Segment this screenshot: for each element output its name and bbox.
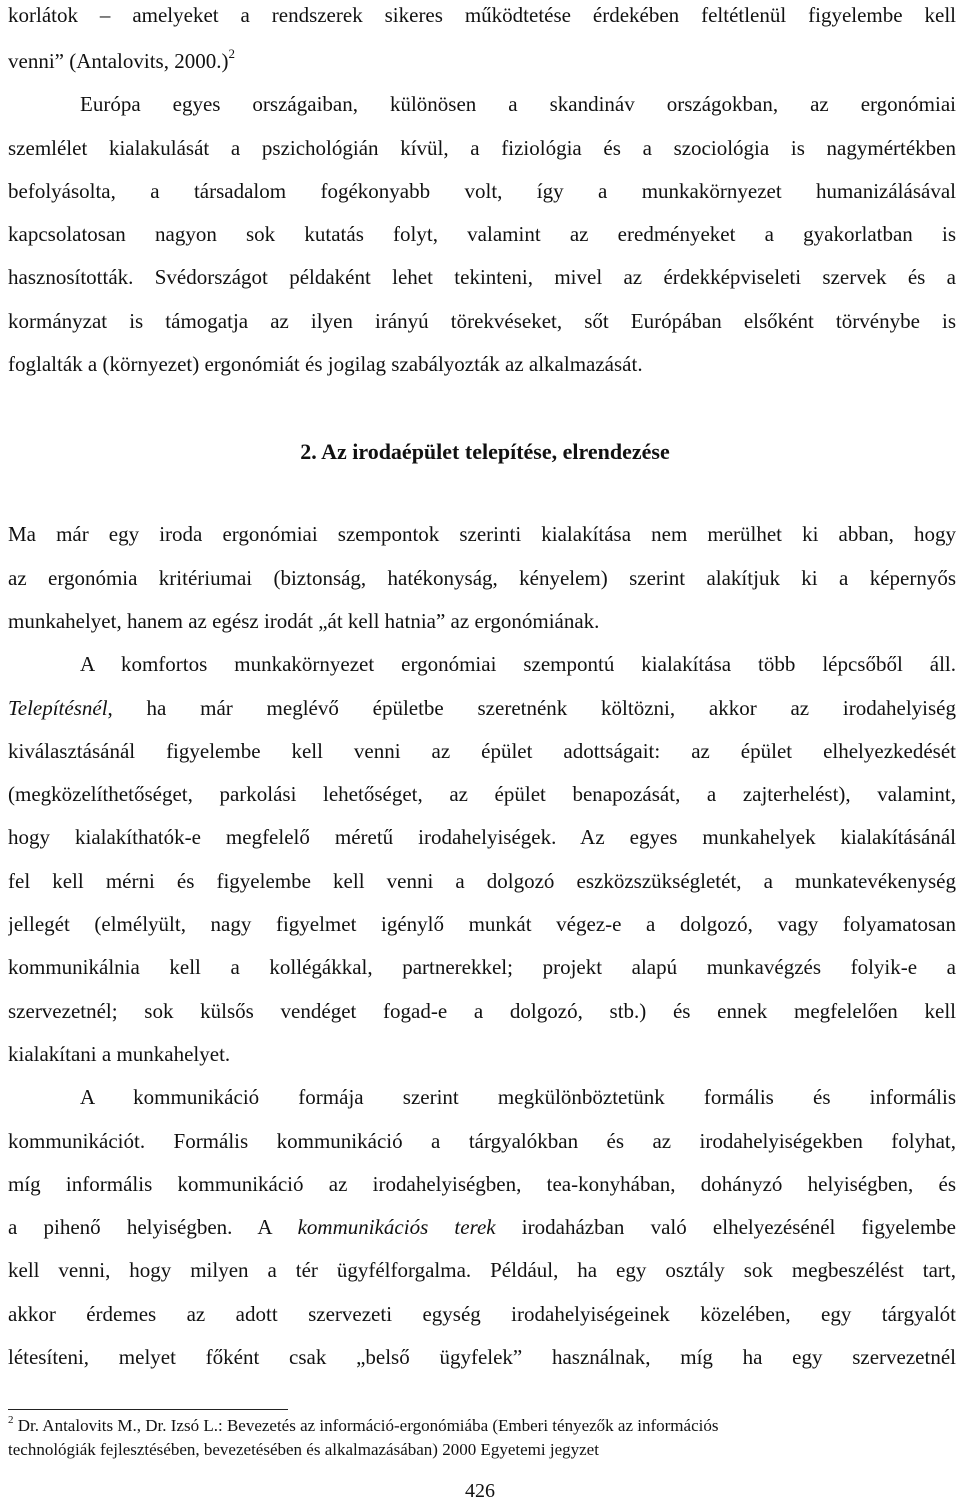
text-line: (megközelíthetőséget, parkolási lehetőséget, az épület benapozását, a zajterhelést), valamint,	[8, 782, 956, 807]
text-line: korlátok – amelyeket a rendszerek sikeres működtetése érdekében feltétlenül figyelembe kell	[8, 3, 956, 27]
text-line: jellegét (elmélyült, nagy figyelmet igénylő munkát végez-e a dolgozó, vagy folyamatosan	[8, 912, 956, 937]
footnote-line: technológiák fejlesztésében, bevezetésében és alkalmazásában) 2000 Egyetemi jegyzet	[8, 1440, 599, 1460]
footnote-text: Dr. Antalovits M., Dr. Izsó L.: Bevezetés az információ-ergonómiába (Emberi tényezők az információs	[13, 1416, 719, 1436]
text-line	[8, 40, 956, 83]
text-line: szervezetnél; sok külsős vendéget fogad-e a dolgozó, stb.) és ennek megfelelően kell	[8, 998, 956, 1023]
text-line: fel kell mérni és figyelembe kell venni a dolgozó eszközszükségletét, a munkatevékenység	[8, 868, 956, 893]
text-line: munkahelyet, hanem az egész irodát „át kell hatnia” az ergonómiának.	[8, 608, 600, 633]
text-line: akkor érdemes az adott szervezeti egység irodahelyiségeinek közelében, egy tárgyalót	[8, 1301, 956, 1326]
text-line: kormányzat is támogatja az ilyen irányú törekvéseket, sőt Európában elsőként törvénybe is	[8, 308, 956, 333]
text-line: létesíteni, melyet főként csak „belső ügyfelek” használnak, míg ha egy szervezetnél	[8, 1345, 956, 1370]
text-line: A kommunikáció formája szerint megkülönböztetünk formális és informális	[80, 1085, 956, 1110]
text-line: kialakítani a munkahelyet.	[8, 1041, 231, 1066]
text-line: befolyásolta, a társadalom fogékonyabb volt, így a munkakörnyezet humanizálásával	[8, 178, 956, 203]
italic-term: Telepítésnél	[8, 695, 108, 720]
text-span: irodaházban való elhelyezésénél figyelembe	[495, 1215, 956, 1240]
text-line: kapcsolatosan nagyon sok kutatás folyt, valamint az eredményeket a gyakorlatban is	[8, 222, 956, 247]
footnote	[8, 1414, 956, 1462]
text-line: az ergonómia kritériumai (biztonság, hatékonyság, kényelem) szerint alakítjuk ki a képernyős	[8, 565, 956, 590]
text-line	[8, 1206, 956, 1249]
page-number: 426	[465, 1480, 495, 1502]
text-line: hogy kialakíthatók-e megfelelő méretű irodahelyiségek. Az egyes munkahelyek kialakításánál	[8, 825, 956, 850]
text-line: kell venni, hogy milyen a tér ügyfélforgalma. Például, ha egy osztály sok megbeszélést tart,	[8, 1258, 956, 1283]
text-line: kommunikálnia kell a kollégákkal, partnerekkel; projekt alapú munkavégzés folyik-e a	[8, 955, 956, 980]
footnote-divider	[8, 1409, 288, 1410]
document-page	[8, 0, 956, 1462]
section-heading: 2. Az irodaépület telepítése, elrendezése	[300, 439, 670, 465]
footnote-line	[8, 1414, 956, 1438]
text-line: kiválasztásánál figyelembe kell venni az épület adottságait: az épület elhelyezkedését	[8, 738, 956, 763]
text-line: szemlélet kialakulását a pszichológián kívül, a fiziológia és a szociológia is nagymértékben	[8, 135, 956, 160]
text-line: Ma már egy iroda ergonómiai szempontok szerinti kialakítása nem merülhet ki abban, hogy	[8, 522, 956, 547]
text-line: kommunikációt. Formális kommunikáció a tárgyalókban és az irodahelyiségekben folyhat,	[8, 1128, 956, 1153]
text-span: venni” (Antalovits, 2000.)	[8, 49, 229, 73]
text-line: foglalták a (környezet) ergonómiát és jogilag szabályozták az alkalmazását.	[8, 352, 643, 377]
text-line: míg informális kommunikáció az irodahelyiségben, tea-konyhában, dohányzó helyiségben, és	[8, 1171, 956, 1196]
footnote-marker: 2	[8, 1414, 14, 1427]
text-span: , ha már meglévő épületbe szeretnénk költözni, akkor az irodahelyiség	[107, 695, 956, 720]
footnote-reference: 2	[228, 46, 235, 61]
text-line	[8, 687, 956, 730]
text-line: hasznosították. Svédországot példaként lehet tekinteni, mivel az érdekképviseleti szervek és a	[8, 265, 956, 290]
text-line: Európa egyes országaiban, különösen a skandináv országokban, az ergonómiai	[80, 92, 956, 117]
italic-term: kommunikációs terek	[297, 1215, 496, 1240]
text-span: a pihenő helyiségben. A	[8, 1215, 298, 1240]
text-line: A komfortos munkakörnyezet ergonómiai szempontú kialakítása több lépcsőből áll.	[80, 652, 956, 677]
